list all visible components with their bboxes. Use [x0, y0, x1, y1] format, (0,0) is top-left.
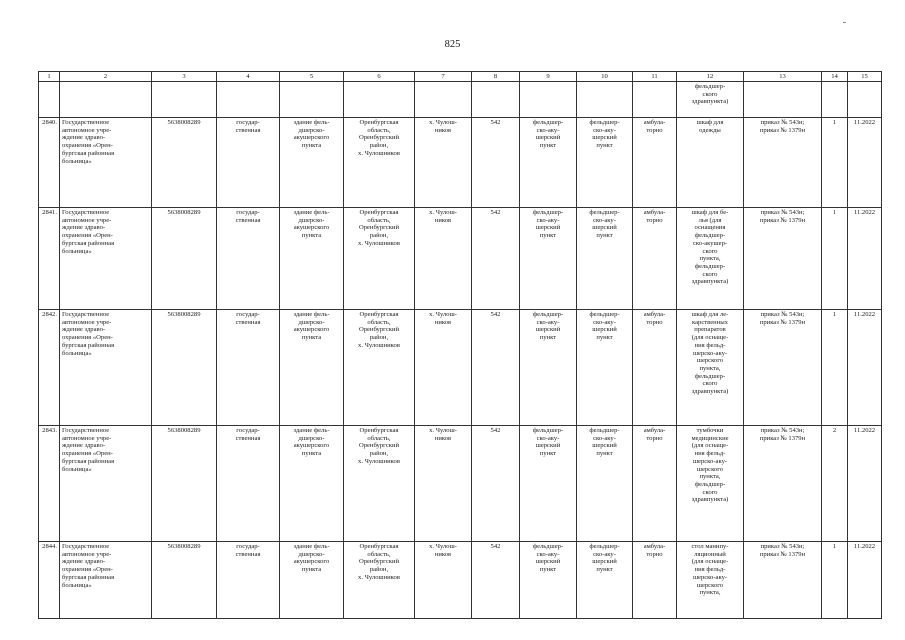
care-mode: амбула- торно	[633, 426, 677, 542]
header-cell: 8	[472, 72, 520, 82]
order-reference: приказ № 543н; приказ № 1379н	[744, 542, 822, 619]
table-row	[39, 118, 882, 208]
settlement: х. Чулош- ников	[415, 208, 472, 310]
header-cell: 15	[848, 72, 882, 82]
table-row	[39, 310, 882, 426]
empty-cell	[280, 82, 344, 118]
unit-type: фельдшер- ско-аку- шерский пункт	[520, 426, 577, 542]
empty-cell	[472, 82, 520, 118]
settlement: х. Чулош- ников	[415, 310, 472, 426]
row-number: 2840.	[39, 118, 60, 208]
address: Оренбургская область, Оренбургский район, х. Чулошников	[344, 118, 415, 208]
continuation-row	[39, 82, 882, 118]
row-number: 2844.	[39, 542, 60, 619]
order-reference: приказ № 543н; приказ № 1379н	[744, 208, 822, 310]
ownership: государ- ственная	[217, 208, 280, 310]
ownership: государ- ственная	[217, 118, 280, 208]
settlement: х. Чулош- ников	[415, 118, 472, 208]
registry-table	[38, 71, 882, 619]
equipment: стол манипу- ляционный (для оснаще- ния фельд- шерско-аку- шерского пункта,	[677, 542, 744, 619]
address: Оренбургская область, Оренбургский район, х. Чулошников	[344, 542, 415, 619]
unit-subtype: фельдшер- ско-аку- шерский пункт	[577, 118, 633, 208]
ownership: государ- ственная	[217, 426, 280, 542]
continuation-equipment: фельдшер- ского здравпункта)	[677, 82, 744, 118]
care-mode: амбула- торно	[633, 118, 677, 208]
inn: 5638008289	[152, 542, 217, 619]
header-cell: 5	[280, 72, 344, 82]
inn: 5638008289	[152, 426, 217, 542]
empty-cell	[60, 82, 152, 118]
unit-type: фельдшер- ско-аку- шерский пункт	[520, 542, 577, 619]
header-row	[39, 72, 882, 82]
unit-subtype: фельдшер- ско-аку- шерский пункт	[577, 542, 633, 619]
unit-subtype: фельдшер- ско-аку- шерский пункт	[577, 426, 633, 542]
order-reference: приказ № 543н; приказ № 1379н	[744, 118, 822, 208]
empty-cell	[152, 82, 217, 118]
equipment: тумбочки медицинские (для оснаще- ния фельд- шерско-аку- шерского пункта, фельдшер- ского здравпункта)	[677, 426, 744, 542]
order-reference: приказ № 543н; приказ № 1379н	[744, 426, 822, 542]
page-number: 825	[444, 39, 461, 50]
care-mode: амбула- торно	[633, 542, 677, 619]
empty-cell	[848, 82, 882, 118]
date: 11.2022	[848, 208, 882, 310]
care-mode: амбула- торно	[633, 310, 677, 426]
header-cell: 13	[744, 72, 822, 82]
table-row	[39, 426, 882, 542]
quantity: 1	[822, 118, 848, 208]
unit-type: фельдшер- ско-аку- шерский пункт	[520, 208, 577, 310]
inn: 5638008289	[152, 310, 217, 426]
empty-cell	[633, 82, 677, 118]
date: 11.2022	[848, 426, 882, 542]
empty-cell	[744, 82, 822, 118]
table-row	[39, 208, 882, 310]
quantity: 1	[822, 542, 848, 619]
empty-cell	[415, 82, 472, 118]
inn: 5638008289	[152, 208, 217, 310]
quantity: 2	[822, 426, 848, 542]
quantity: 1	[822, 208, 848, 310]
header-cell: 11	[633, 72, 677, 82]
organization: Государственное автономное учре- ждение здраво- охранения «Орен- бургская районная больница»	[60, 208, 152, 310]
code: 542	[472, 118, 520, 208]
address: Оренбургская область, Оренбургский район, х. Чулошников	[344, 208, 415, 310]
ownership: государ- ственная	[217, 310, 280, 426]
empty-cell	[577, 82, 633, 118]
empty-cell	[822, 82, 848, 118]
address: Оренбургская область, Оренбургский район, х. Чулошников	[344, 310, 415, 426]
row-number: 2841.	[39, 208, 60, 310]
row-number: 2843.	[39, 426, 60, 542]
building: здание фель- дшерско- акушерского пункта	[280, 118, 344, 208]
equipment: шкаф для бе- лья (для оснащения фельдшер- ско-акушер- ского пункта, фельдшер- ского здравпункта)	[677, 208, 744, 310]
header-cell: 7	[415, 72, 472, 82]
order-reference: приказ № 543н; приказ № 1379н	[744, 310, 822, 426]
care-mode: амбула- торно	[633, 208, 677, 310]
empty-cell	[39, 82, 60, 118]
scan-mark	[843, 22, 846, 23]
organization: Государственное автономное учре- ждение здраво- охранения «Орен- бургская районная больница»	[60, 426, 152, 542]
header-cell: 10	[577, 72, 633, 82]
header-cell: 3	[152, 72, 217, 82]
code: 542	[472, 426, 520, 542]
header-cell: 9	[520, 72, 577, 82]
row-number: 2842.	[39, 310, 60, 426]
header-cell: 1	[39, 72, 60, 82]
header-cell: 2	[60, 72, 152, 82]
settlement: х. Чулош- ников	[415, 542, 472, 619]
organization: Государственное автономное учре- ждение здраво- охранения «Орен- бургская районная больница»	[60, 118, 152, 208]
unit-subtype: фельдшер- ско-аку- шерский пункт	[577, 310, 633, 426]
empty-cell	[344, 82, 415, 118]
inn: 5638008289	[152, 118, 217, 208]
equipment: шкаф для одежды	[677, 118, 744, 208]
organization: Государственное автономное учре- ждение здраво- охранения «Орен- бургская районная больница»	[60, 542, 152, 619]
header-cell: 12	[677, 72, 744, 82]
ownership: государ- ственная	[217, 542, 280, 619]
date: 11.2022	[848, 310, 882, 426]
code: 542	[472, 542, 520, 619]
organization: Государственное автономное учре- ждение здраво- охранения «Орен- бургская районная больница»	[60, 310, 152, 426]
equipment: шкаф для ле- карственных препаратов (для оснаще- ния фельд- шерско-аку- шерского пункта, фельдшер- ского здравпункта)	[677, 310, 744, 426]
header-cell: 6	[344, 72, 415, 82]
header-cell: 14	[822, 72, 848, 82]
unit-subtype: фельдшер- ско-аку- шерский пункт	[577, 208, 633, 310]
date: 11.2022	[848, 118, 882, 208]
empty-cell	[520, 82, 577, 118]
date: 11.2022	[848, 542, 882, 619]
building: здание фель- дшерско- акушерского пункта	[280, 426, 344, 542]
building: здание фель- дшерско- акушерского пункта	[280, 310, 344, 426]
address: Оренбургская область, Оренбургский район, х. Чулошников	[344, 426, 415, 542]
empty-cell	[217, 82, 280, 118]
building: здание фель- дшерско- акушерского пункта	[280, 208, 344, 310]
settlement: х. Чулош- ников	[415, 426, 472, 542]
unit-type: фельдшер- ско-аку- шерский пункт	[520, 310, 577, 426]
code: 542	[472, 310, 520, 426]
header-cell: 4	[217, 72, 280, 82]
code: 542	[472, 208, 520, 310]
building: здание фель- дшерско- акушерского пункта	[280, 542, 344, 619]
table-row	[39, 542, 882, 619]
unit-type: фельдшер- ско-аку- шерский пункт	[520, 118, 577, 208]
quantity: 1	[822, 310, 848, 426]
